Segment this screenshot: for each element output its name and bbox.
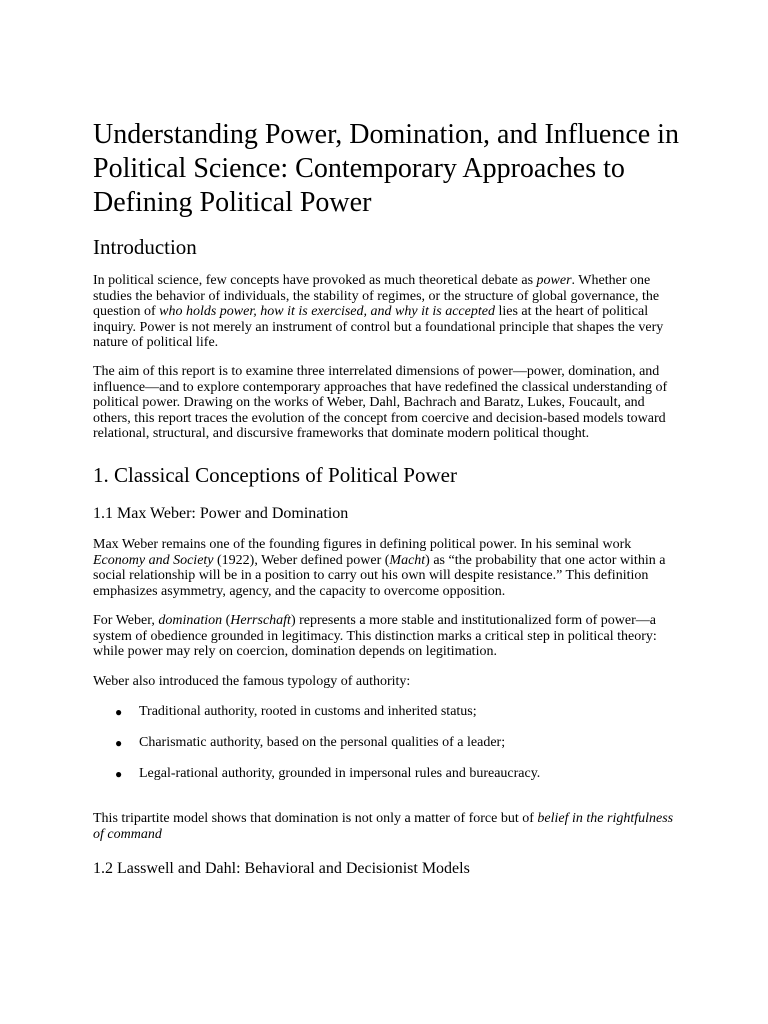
introduction-heading: Introduction [93,235,197,259]
list-item-text: Charismatic authority, based on the personal qualities of a leader; [139,735,506,750]
intro-p1-italic-question: who holds power, how it is exercised, and why it is accepted [159,304,495,320]
list-item [93,704,683,735]
document-title: Understanding Power, Domination, and Influence in Political Science: Contemporary Approaches to Defining Political Power [93,119,679,218]
weber-paragraph-4 [93,811,683,842]
weber-p2-italic-herrschaft: Herrschaft [230,613,291,628]
intro-p1-text-e: lies at the heart of political inquiry. Power is not merely an instrument of control but a foundational principle that shapes the very nature of political life. [93,304,664,351]
list-item-text: Legal-rational authority, grounded in impersonal rules and bureaucracy. [139,766,541,781]
weber-p2-text-c: ( [222,613,231,628]
section-1-heading: 1. Classical Conceptions of Political Power [93,463,457,487]
intro-p1-text-c: . Whether one studies the behavior of individuals, the stability of regimes, or the structure of global governance, the question of [93,273,660,320]
subsection-1-1-heading: 1.1 Max Weber: Power and Domination [93,505,349,522]
weber-paragraph-1 [93,537,683,599]
weber-p1-text-a: Max Weber remains one of the founding figures in defining political power. In his seminal work [93,537,632,552]
list-item-text: Traditional authority, rooted in customs and inherited status; [139,704,477,719]
intro-paragraph-2: The aim of this report is to examine three interrelated dimensions of power—power, domination, and influence—and to explore contemporary approaches that have redefined the classical understanding of political power. Drawing on the works of Weber, Dahl, Bachrach and Baratz, Lukes, Foucault, and others, this report traces the evolution of the concept from coercive and decision-based models toward relational, structural, and discursive frameworks that dominate modern political thought. [93,364,668,442]
weber-paragraph-2 [93,613,683,660]
weber-p2-text-e: ) represents a more stable and institutionalized form of power—a system of obedience grounded in legitimacy. This distinction marks a critical step in political theory: while power may rely on coercion, domination depends on legitimation. [93,613,657,660]
bullet-icon: ● [115,767,123,781]
weber-p1-italic-book: Economy and Society [93,552,214,568]
list-item [93,735,683,766]
weber-p2-text-a: For Weber, [93,613,159,628]
weber-p1-text-e: ) as “the probability that one actor within a social relationship will be in a position to carry out his own will despite resistance.” This definition emphasizes asymmetry, agency, and the capacity to overcome opposition. [93,552,666,599]
weber-p4-text-a: This tripartite model shows that domination is not only a matter of force but of [93,811,538,826]
list-item [93,766,683,797]
subsection-1-2-heading: 1.2 Lasswell and Dahl: Behavioral and Decisionist Models [93,860,470,877]
intro-p1-italic-power: power [536,273,572,288]
weber-paragraph-3: Weber also introduced the famous typology of authority: [93,674,411,689]
intro-p1-text-a: In political science, few concepts have provoked as much theoretical debate as [93,273,537,288]
bullet-icon: ● [115,705,123,719]
intro-paragraph-1 [93,273,683,351]
weber-p2-italic-domination: domination [158,613,223,628]
bullet-icon: ● [115,736,123,750]
weber-p1-text-c: (1922), Weber defined power ( [213,552,390,568]
authority-typology-list [93,704,683,797]
weber-p1-italic-macht: Macht [389,552,426,568]
weber-p4-italic-belief: belief in the rightfulness of command [93,811,674,842]
